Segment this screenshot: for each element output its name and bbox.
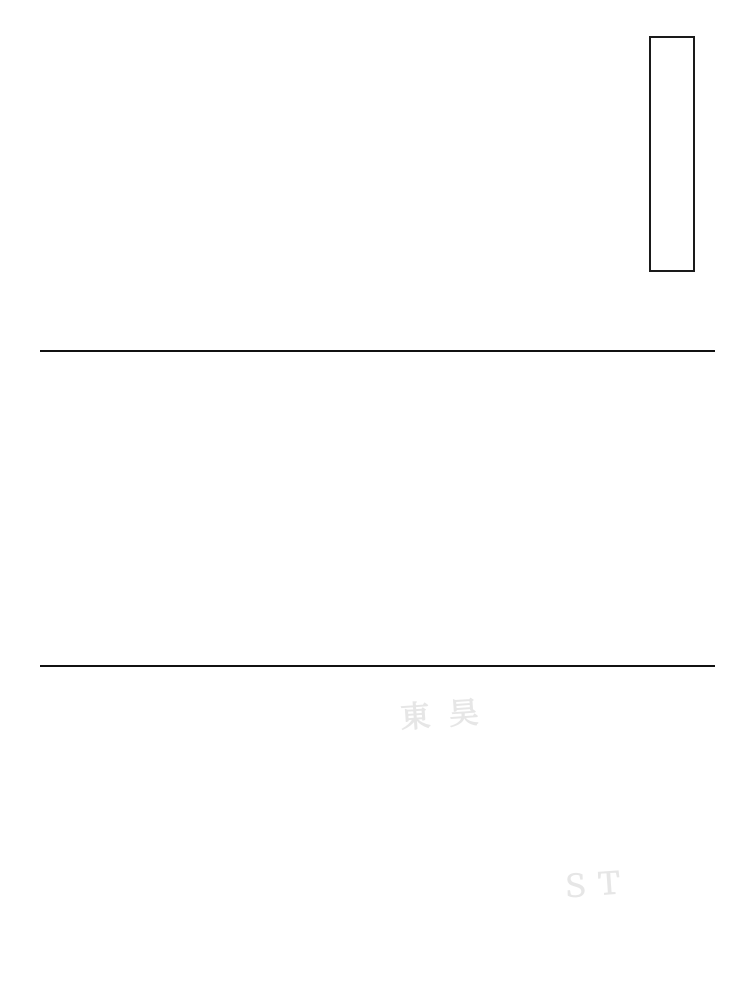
bleed-through-watermark: 東 昊 [399,695,484,736]
section-divider [40,350,715,352]
bleed-through-watermark: ＳＴ [559,865,630,906]
star-border-left [6,0,28,988]
star-border-right [724,0,746,988]
section-divider [40,665,715,667]
star-border-top [0,4,751,26]
series-label [649,36,695,272]
star-border-bottom [0,964,751,986]
